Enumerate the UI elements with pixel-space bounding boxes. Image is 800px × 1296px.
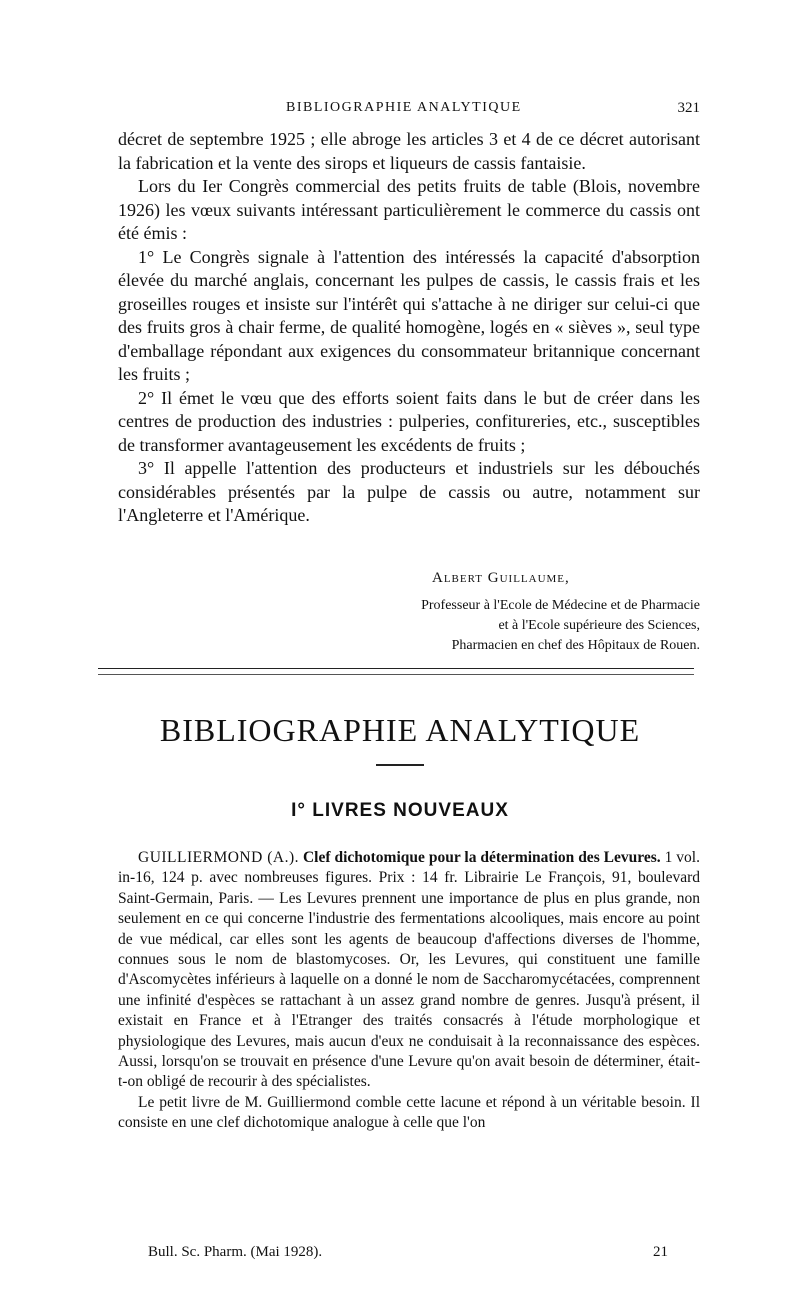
review-author: GUILLIERMOND (A.). (138, 849, 300, 866)
paragraph: 1° Le Congrès signale à l'attention des intéressés la capacité d'absorption élevée du marché anglais, concernant les pulpes de cassis, le cassis frais et les groseilles rouges et insiste sur l'intérêt qui s'attache à ne diriger sur celui-ci que des fruits gros à chair ferme, de qualité homogène, logés en « sièves », seul type d'emballage répondant aux exigences du consommateur britannique concernant les fruits ; (118, 246, 700, 384)
author-signature: Albert Guillaume, (432, 570, 570, 586)
author-affiliation (300, 596, 700, 656)
paragraph: 3° Il appelle l'attention des producteurs et industriels sur les débouchés considérables présentés par la pulpe de cassis ou autre, notamment sur l'Angleterre et l'Amérique. (118, 458, 700, 525)
page-number: 321 (677, 100, 700, 116)
sheet-number: 21 (653, 1244, 668, 1260)
journal-citation: Bull. Sc. Pharm. (Mai 1928). (148, 1244, 323, 1260)
affiliation-line: Pharmacien en chef des Hôpitaux de Rouen. (451, 638, 700, 653)
subsection-title: I° LIVRES NOUVEAUX (291, 800, 509, 821)
running-head-title: BIBLIOGRAPHIE ANALYTIQUE (286, 100, 522, 115)
section-title: BIBLIOGRAPHIE ANALYTIQUE (159, 712, 641, 748)
page-footer (148, 1244, 668, 1266)
paragraph: Lors du Ier Congrès commercial des petits fruits de table (Blois, novembre 1926) les vœux suivants intéressant particulièrement le commerce du cassis ont été émis : (118, 176, 700, 243)
affiliation-line: Professeur à l'Ecole de Médecine et de Pharmacie (421, 598, 700, 613)
review-paragraph: Le petit livre de M. Guilliermond comble cette lacune et répond à un véritable besoin. Il consiste en une clef dichotomique analogue à celle que l'on (118, 1093, 700, 1132)
review-paragraph (118, 848, 700, 1093)
review-text: 1 vol. in-16, 124 p. avec nombreuses figures. Prix : 14 fr. Librairie Le François, 91, boulevard Saint-Germain, Paris. — Les Levures prennent une importance de plus en plus grande, non seulement en ce qui concerne l'industrie des fermentations alcooliques, mais encore au point de vue médical, car elles sont les agents de beaucoup d'affections diverses de l'homme, connues sous le nom de blastomycoses. Or, les Levures, qui constituent une famille d'Ascomycètes inférieurs à laquelle on a donné le nom de Saccharomycétacées, comprennent une infinité d'espèces se rattachant à un assez grand nombre de genres. Jusqu'à présent, il existait en France et à l'Etranger des traités consacrés à l'étude morphologique et physiologique des Levures, mais aucun d'eux ne conduisait à la reconnaissance des espèces. Aussi, lorsqu'on se trouvait en présence d'une Levure qu'on avait besoin de déterminer, était-t-on obligé de recourir à des spécialistes. (118, 849, 700, 1091)
review-book-title: Clef dichotomique pour la détermination des Levures. (302, 849, 661, 866)
title-rule (376, 764, 424, 766)
section-divider (98, 668, 694, 675)
running-head (118, 100, 700, 122)
article-continuation (118, 128, 700, 528)
affiliation-line: et à l'Ecole supérieure des Sciences, (498, 618, 700, 633)
paragraph: décret de septembre 1925 ; elle abroge les articles 3 et 4 de ce décret autorisant la fabrication et la vente des sirops et liqueurs de cassis fantaisie. (118, 129, 700, 173)
book-review (118, 848, 700, 1134)
paragraph: 2° Il émet le vœu que des efforts soient faits dans le but de créer dans les centres de production des industries : pulperies, confitureries, etc., susceptibles de transformer avantageusement les excédents de fruits ; (118, 387, 700, 455)
